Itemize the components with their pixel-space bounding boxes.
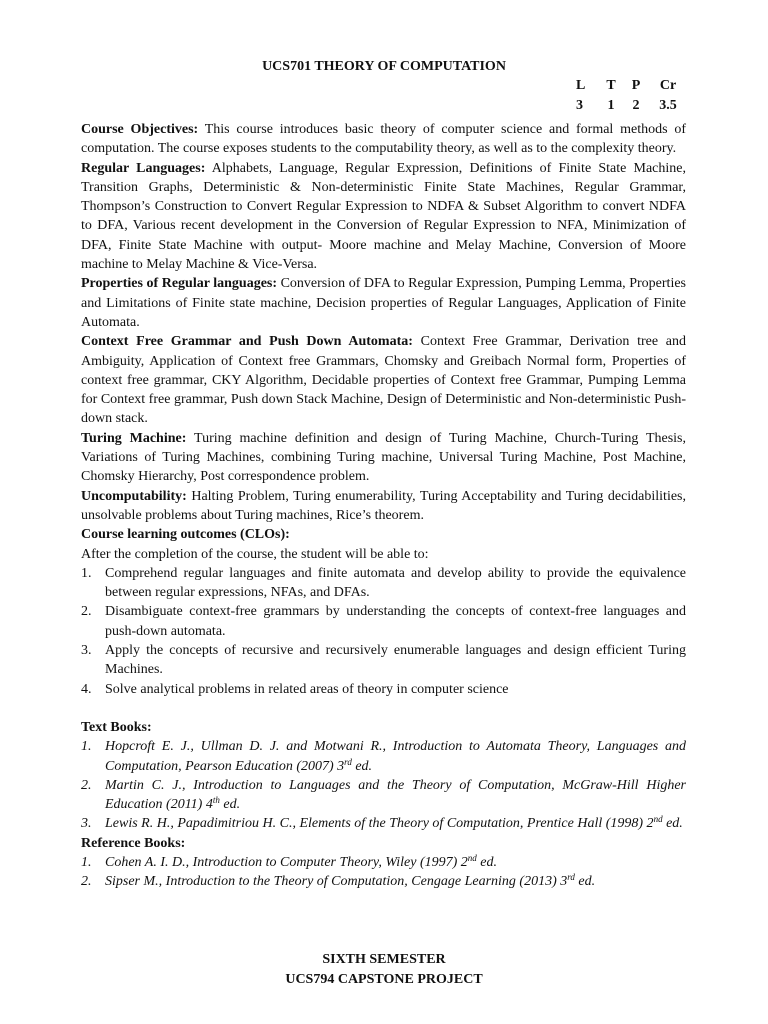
section-properties-regular (81, 274, 686, 332)
ltpc-value-l: 3 (576, 97, 583, 113)
reference-books-heading: Reference Books: (81, 835, 186, 851)
book-edition-sup: th (212, 795, 220, 806)
list-number: 4. (81, 681, 92, 697)
page-footer (0, 950, 768, 990)
book-edition-tail: ed. (574, 874, 596, 890)
ltpc-header-l: L (576, 78, 586, 93)
section-heading: Uncomputability: (81, 488, 187, 504)
book-edition-tail: ed. (476, 854, 498, 870)
ltpc-value-t: 1 (607, 97, 615, 113)
ltpc-header-p: P (631, 78, 641, 93)
list-number: 3. (81, 816, 92, 832)
book-text: Sipser M., Introduction to the Theory of Computation, Cengage Learning (2013) 3 (105, 874, 568, 890)
list-text: Disambiguate context-free grammars by understanding the concepts of context-free languages and push-down automata. (105, 604, 686, 639)
syllabus-body (81, 120, 686, 892)
list-item (81, 737, 686, 776)
clos-list (81, 564, 686, 699)
ltpc-header-row (576, 76, 688, 96)
clos-intro: After the completion of the course, the student will be able to: (81, 546, 429, 562)
section-heading: Context Free Grammar and Push Down Automata: (81, 334, 413, 350)
list-number: 1. (81, 739, 92, 755)
section-regular-languages (81, 159, 686, 275)
section-cfg-pda (81, 332, 686, 428)
semester-heading: SIXTH SEMESTER (322, 952, 446, 967)
text-books-list (81, 737, 686, 833)
section-uncomputability (81, 487, 686, 526)
list-item (81, 680, 686, 699)
section-text: Halting Problem, Turing enumerability, Turing Acceptability and Turing decidabilities, unsolvable problems about Turing machines, Rice’s theorem. (81, 488, 686, 523)
book-edition-tail: ed. (351, 758, 373, 774)
list-number: 2. (81, 777, 92, 793)
book-edition-sup: nd (653, 814, 663, 825)
list-number: 2. (81, 604, 92, 620)
book-edition-tail: ed. (662, 816, 683, 832)
book-edition-sup: rd (567, 872, 575, 883)
section-text: Conversion of DFA to Regular Expression, Pumping Lemma, Properties and Limitations of Finite state machine, Decision properties of Regular Languages, Application of Finite Automata. (81, 276, 686, 330)
list-item (81, 814, 686, 833)
course-title: UCS701 THEORY OF COMPUTATION (262, 59, 506, 74)
course-objectives (81, 120, 686, 159)
list-item (81, 853, 686, 872)
list-text: Apply the concepts of recursive and recursively enumerable languages and design efficient Turing Machines. (105, 643, 686, 678)
list-item (81, 564, 686, 603)
list-text: Comprehend regular languages and finite automata and develop ability to provide the equivalence between regular expressions, NFAs, and DFAs. (105, 565, 686, 601)
ltpc-value-cr: 3.5 (659, 97, 677, 113)
section-text: Alphabets, Language, Regular Expression, Definitions of Finite State Machine, Transition Graphs, Deterministic & Non-deterministic Finite State Machines, Regular Grammar, Thompson’s Construction to Convert Regular Expression to NDFA & Subset Algorithm to convert NDFA to DFA, Various recent development in the Conversion of Regular Expression to NFA, Minimization of DFA, Finite State Machine with output- Moore machine and Melay Machine, Conversion of Moore machine to Melay Machine & Vice-Versa. (81, 160, 686, 273)
book-edition-sup: rd (344, 756, 352, 767)
ltpc-header-cr: Cr (659, 78, 677, 93)
text-books-heading: Text Books: (81, 719, 152, 735)
next-course-title: UCS794 CAPSTONE PROJECT (285, 972, 483, 987)
ltpc-table (576, 76, 688, 115)
book-text: Cohen A. I. D., Introduction to Computer Theory, Wiley (1997) 2 (105, 854, 468, 870)
book-edition-sup: nd (467, 852, 477, 863)
section-text: Context Free Grammar, Derivation tree and Ambiguity, Application of Context free Grammars, Chomsky and Greibach Normal form, Properties of context free grammar, CKY Algorithm, Decidable properties of Context free Grammar, Pumping Lemma for Context free grammar, Push down Stack Machine, Design of Deterministic and Non-deterministic Push-down stack. (81, 334, 687, 427)
clos-heading: Course learning outcomes (CLOs): (81, 527, 290, 543)
list-item (81, 602, 686, 641)
list-text: Solve analytical problems in related areas of theory in computer science (105, 681, 509, 697)
list-number: 1. (81, 565, 92, 581)
objectives-label: Course Objectives: (81, 122, 199, 137)
list-item (81, 776, 686, 815)
ltpc-value-row (576, 96, 688, 116)
list-number: 1. (81, 854, 92, 870)
book-text: Lewis R. H., Papadimitriou H. C., Elements of the Theory of Computation, Prentice Hall (1998) 2 (105, 816, 654, 832)
book-text: Hopcroft E. J., Ullman D. J. and Motwani R., Introduction to Automata Theory, Languages and Computation, Pearson Education (2007) 3 (105, 739, 686, 774)
list-number: 3. (81, 643, 92, 659)
section-text: Turing machine definition and design of Turing Machine, Church-Turing Thesis, Variations of Turing Machines, combining Turing machine, Universal Turing Machine, Post Machine, Chomsky Hierarchy, Post correspondence problem. (81, 430, 687, 485)
spacer (81, 699, 686, 718)
ltpc-value-p: 2 (632, 97, 640, 113)
list-item (81, 641, 686, 680)
section-heading: Turing Machine: (81, 430, 187, 446)
section-heading: Regular Languages: (81, 160, 206, 176)
list-item (81, 872, 686, 891)
section-heading: Properties of Regular languages: (81, 276, 278, 292)
book-edition-tail: ed. (219, 797, 241, 813)
section-turing-machine (81, 429, 686, 487)
list-number: 2. (81, 874, 92, 890)
book-text: Martin C. J., Introduction to Languages and the Theory of Computation, McGraw-Hill Higher Education (2011) 4 (105, 777, 686, 813)
ltpc-header-t: T (606, 78, 616, 93)
objectives-text: This course introduces basic theory of computer science and formal methods of computation. The course exposes students to the computability theory, as well as to the complexity theory. (81, 122, 686, 157)
reference-books-list (81, 853, 686, 892)
